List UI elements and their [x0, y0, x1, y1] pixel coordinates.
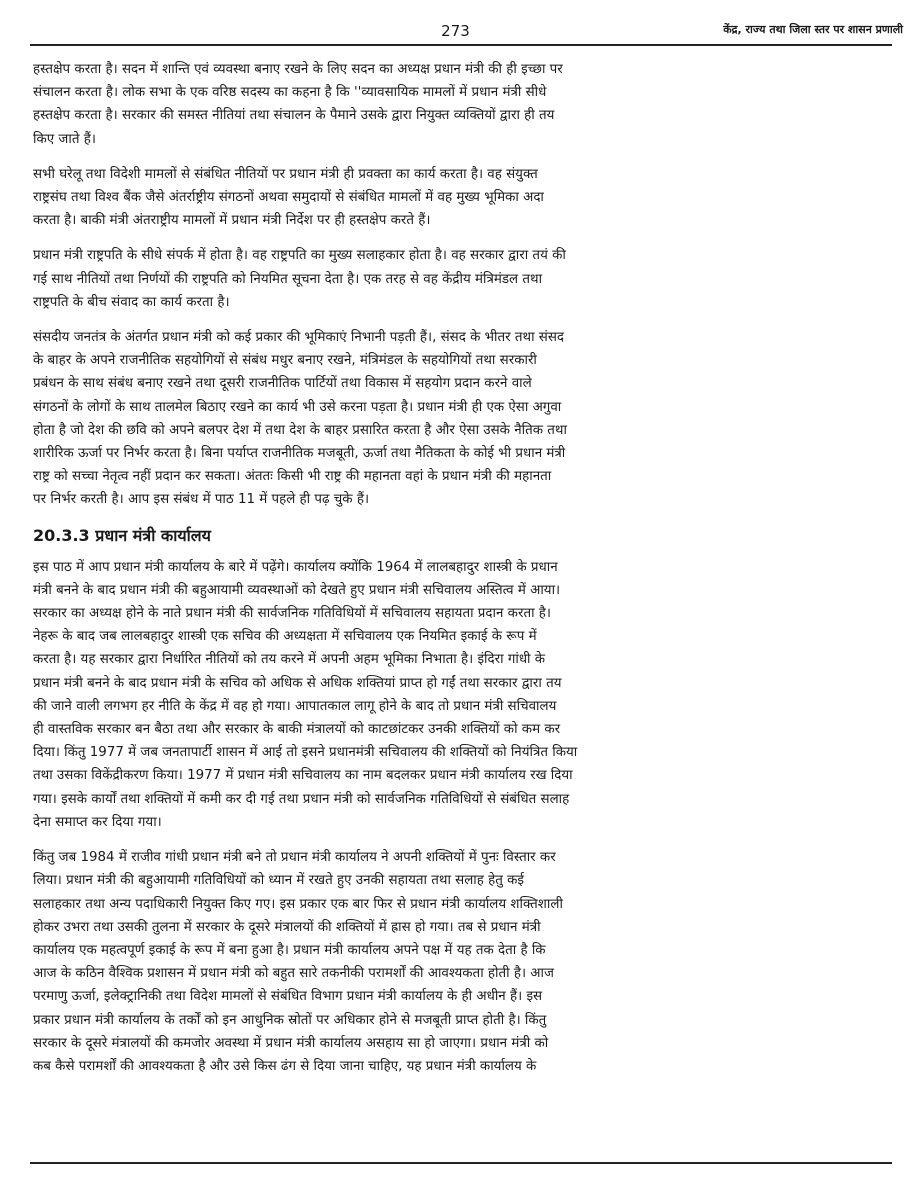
section-heading: 20.3.3 प्रधान मंत्री कार्यालय	[33, 525, 211, 545]
running-title: केंद्र, राज्य तथा जिला स्तर पर शासन प्रणाली	[723, 23, 903, 36]
page-number: 273	[441, 22, 470, 40]
section-paragraph-2: किंतु जब 1984 में राजीव गांधी प्रधान मंत्री बने तो प्रधान मंत्री कार्यालय ने अपनी शक्तियों में पुनः विस्तार कर लिया। प्रधान मंत्री की बहुआयामी गतिविधियों को ध्यान में रखते हुए उनकी सहायता तथा सलाह हेतु कई सलाहकार तथा अन्य पदाधिकारी नियुक्त किए गए। इस प्रकार एक बार फिर से प्रधान मंत्री कार्यालय शक्तिशाली होकर उभरा तथा उसकी तुलना में सरकार के दूसरे मंत्रालयों की शक्तियों में ह्रास हो गया। तब से प्रधान मंत्री कार्यालय एक महत्वपूर्ण इकाई के रूप में बना हुआ है। प्रधान मंत्री कार्यालय अपने पक्ष में यह तक देता है कि आज के कठिन वैश्विक प्रशासन में प्रधान मंत्री को बहुत सारे तकनीकी परामर्शों की आवश्यकता होती है। आज परमाणु ऊर्जा, इलेक्ट्रानिकी तथा विदेश मामलों से संबंधित विभाग प्रधान मंत्री कार्यालय के ही अधीन हैं। इस प्रकार प्रधान मंत्री कार्यालय के तर्कों को इन आधुनिक स्रोतों पर अधिकार होने से मजबूती प्राप्त होती है। किंतु सरकार के दूसरे मंत्रालयों की कमजोर अवस्था में प्रधान मंत्री कार्यालय असहाय सा हो जाएगा। प्रधान मंत्री को कब कैसे परामर्शों की आवश्यकता है और उसे किस ढंग से दिया जाना चाहिए, यह प्रधान मंत्री कार्यालय के	[33, 850, 563, 1074]
page-body	[33, 58, 868, 1090]
footer-rule	[30, 1162, 892, 1164]
paragraph-2: सभी घरेलू तथा विदेशी मामलों से संबंधित नीतियों पर प्रधान मंत्री ही प्रवक्ता का कार्य करता है। वह संयुक्त राष्ट्रसंघ तथा विश्व बैंक जैसे अंतर्राष्ट्रीय संगठनों अथवा समुदायों से संबंधित मामलों में वह मुख्य भूमिका अदा करता है। बाकी मंत्री अंतराष्ट्रीय मामलों में प्रधान मंत्री निर्देश पर ही हस्तक्षेप करते हैं।	[33, 166, 544, 229]
header-rule	[30, 44, 892, 46]
paragraph-4: संसदीय जनतंत्र के अंतर्गत प्रधान मंत्री को कई प्रकार की भूमिकाएं निभानी पड़ती हैं।, संसद के भीतर तथा संसद के बाहर के अपने राजनीतिक सहयोगियों से संबंध मधुर बनाए रखने, मंत्रिमंडल के सहयोगियों तथा सरकारी प्रबंधन के साथ संबंध बनाए रखने तथा दूसरी राजनीतिक पार्टियों तथा विकास में सहयोग प्रदान करने वाले संगठनों के लोगों के साथ तालमेल बिठाए रखने का कार्य भी उसे करना पड़ता है। प्रधान मंत्री ही एक ऐसा अगुवा होता है जो देश की छवि को अपने बलपर देश में तथा देश के बाहर प्रसारित करता है और ऐसा उसके नैतिक तथा शारीरिक ऊर्जा पर निर्भर करता है। बिना पर्याप्त राजनीतिक मजबूती, ऊर्जा तथा नैतिकता के कोई भी प्रधान मंत्री राष्ट्र को सच्चा नेतृत्व नहीं प्रदान कर सकता। अंततः किसी भी राष्ट्र की महानता वहां के प्रधान मंत्री की महानता पर निर्भर करती है। आप इस संबंध में पाठ 11 में पहले ही पढ़ चुके हैं।	[33, 330, 567, 508]
paragraph-1: हस्तक्षेप करता है। सदन में शान्ति एवं व्यवस्था बनाए रखने के लिए सदन का अध्यक्ष प्रधान मंत्री की ही इच्छा पर संचालन करता है। लोक सभा के एक वरिष्ठ सदस्य का कहना है कि ''व्यावसायिक मामलों में प्रधान मंत्री सीधे हस्तक्षेप करता है। सरकार की समस्त नीतियां तथा संचालन के पैमाने उसके द्वारा नियुक्त व्यक्तियों द्वारा ही तय किए जाते हैं।	[33, 62, 563, 147]
paragraph-3: प्रधान मंत्री राष्ट्रपति के सीधे संपर्क में होता है। वह राष्ट्रपति का मुख्य सलाहकार होता है। वह सरकार द्वारा तयं की गई साथ नीतियों तथा निर्णयों की राष्ट्रपति को नियमित सूचना देता है। एक तरह से वह केंद्रीय मंत्रिमंडल तथा राष्ट्रपति के बीच संवाद का कार्य करता है।	[33, 248, 566, 310]
section-paragraph-1: इस पाठ में आप प्रधान मंत्री कार्यालय के बारे में पढ़ेंगे। कार्यालय क्योंकि 1964 में लालबहादुर शास्त्री के प्रधान मंत्री बनने के बाद प्रधान मंत्री की बहुआयामी व्यवस्थाओं को देखते हुए प्रधान मंत्री सचिवालय अस्तित्व में आया। सरकार का अध्यक्ष होने के नाते प्रधान मंत्री की सार्वजनिक गतिविधियों में सचिवालय सहायता प्रदान करता है। नेहरू के बाद जब लालबहादुर शास्त्री एक सचिव की अध्यक्षता में सचिवालय एक नियमित इकाई के रूप में करता है। यह सरकार द्वारा निर्धारित नीतियों को तय करने में अपनी अहम भूमिका निभाता है। इंदिरा गांधी के प्रधान मंत्री बनने के बाद प्रधान मंत्री के सचिव को अधिक से अधिक शक्तियां प्राप्त हो गईं तथा सरकार द्वारा तय की जाने वाली लगभग हर नीति के केंद्र में वह हो गया। आपातकाल लागू होने के बाद तो प्रधान मंत्री सचिवालय ही वास्तविक सरकार बन बैठा तथा और सरकार के बाकी मंत्रालयों को काटछांटकर उनकी शक्तियों को कम कर दिया। किंतु 1977 में जब जनतापार्टी शासन में आई तो इसने प्रधानमंत्री सचिवालय की शक्तियों को नियंत्रित किया तथा उसका विकेंद्रीकरण किया। 1977 में प्रधान मंत्री सचिवालय का नाम बदलकर प्रधान मंत्री कार्यालय रख दिया गया। इसके कार्यों तथा शक्तियों में कमी कर दी गई तथा प्रधान मंत्री को सार्वजनिक गतिविधियों से संबंधित सलाह देना समाप्त कर दिया गया।	[33, 559, 578, 830]
